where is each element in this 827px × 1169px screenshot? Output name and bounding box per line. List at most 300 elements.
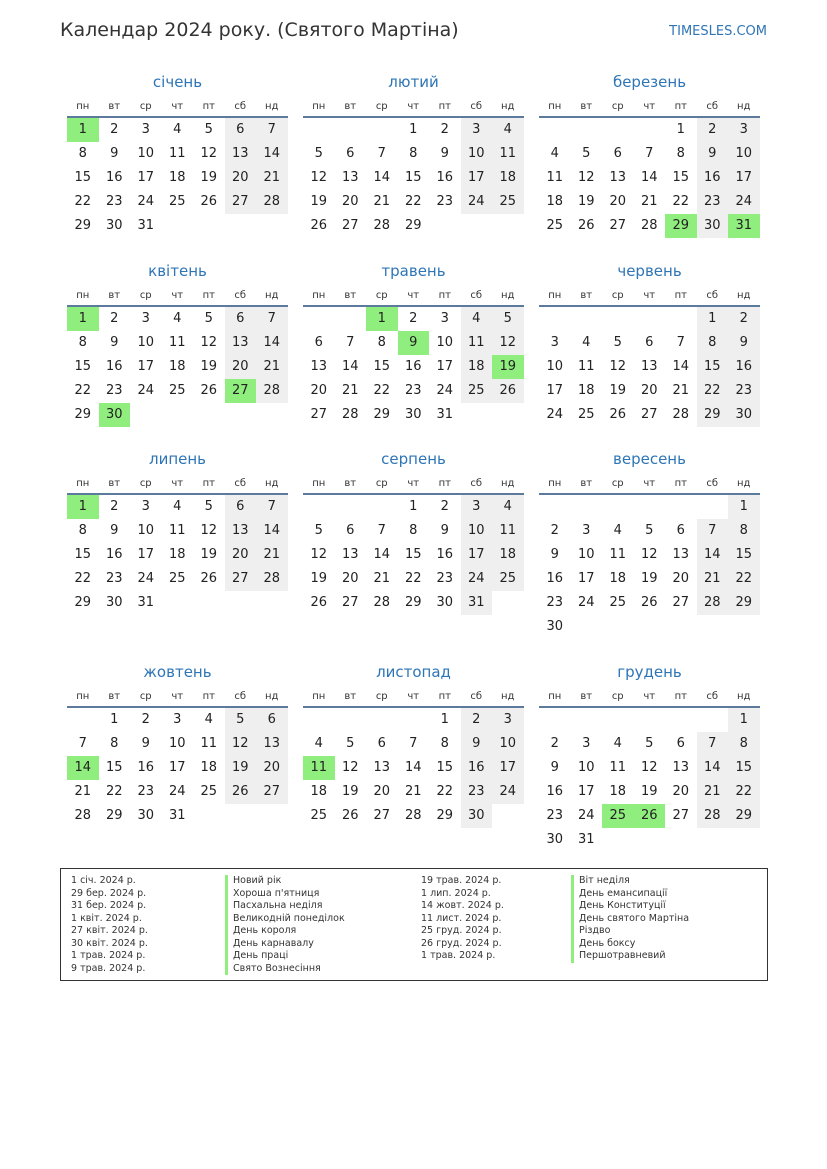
day-cell: 21	[640, 194, 658, 209]
day-cell: 29	[728, 804, 760, 828]
day-cell: 29	[105, 808, 123, 823]
day-cell: 21	[256, 166, 288, 190]
weekday-label: пн	[76, 100, 90, 112]
day-cell: 28	[640, 218, 658, 233]
weekday-label: пт	[202, 477, 215, 489]
day-cell: 30	[728, 403, 760, 427]
day-cell: 11	[492, 142, 524, 166]
day-cell: 6	[613, 146, 622, 161]
day-cell: 24	[461, 190, 493, 214]
holiday-day: 26	[634, 804, 666, 828]
day-cell: 20	[672, 784, 690, 799]
legend-entry: 27 квіт. 2024 р.	[71, 925, 148, 936]
weekday-header	[67, 473, 288, 493]
day-cell: 7	[377, 146, 386, 161]
day-cell: 8	[78, 146, 87, 161]
day-cell: 30	[436, 595, 454, 610]
day-cell: 16	[728, 355, 760, 379]
day-grid	[539, 708, 760, 852]
weekday-label: сб	[470, 477, 483, 489]
day-cell: 4	[173, 311, 182, 326]
legend-entry: 1 трав. 2024 р.	[71, 950, 146, 961]
day-cell: 13	[225, 519, 257, 543]
day-cell: 22	[436, 784, 454, 799]
day-cell: 12	[640, 760, 658, 775]
day-cell: 1	[110, 712, 119, 727]
day-cell: 15	[672, 170, 690, 185]
day-cell: 15	[74, 547, 92, 562]
day-cell: 11	[168, 146, 186, 161]
day-cell: 15	[74, 170, 92, 185]
day-cell: 12	[225, 732, 257, 756]
day-cell: 22	[404, 571, 422, 586]
holiday-day: 19	[492, 355, 524, 379]
holiday-day: 29	[665, 214, 697, 238]
day-cell: 2	[110, 499, 119, 514]
day-cell: 3	[141, 122, 150, 137]
day-cell: 13	[225, 331, 257, 355]
weekday-label: чт	[643, 289, 656, 301]
day-cell: 20	[225, 543, 257, 567]
weekday-header	[67, 686, 288, 706]
weekday-label: сб	[470, 100, 483, 112]
day-cell: 5	[492, 307, 524, 331]
day-cell: 21	[74, 784, 92, 799]
day-cell: 16	[546, 784, 564, 799]
legend-entry: Пасхальна неділя	[225, 900, 345, 913]
legend-entry: День праці	[225, 950, 345, 963]
day-cell: 14	[672, 359, 690, 374]
legend-entry: Великодній понеділок	[225, 913, 345, 926]
day-cell: 10	[461, 142, 493, 166]
legend-entry: 1 лип. 2024 р.	[421, 887, 491, 899]
day-cell: 6	[346, 523, 355, 538]
day-cell: 18	[546, 194, 564, 209]
day-cell: 13	[672, 760, 690, 775]
day-cell: 23	[105, 194, 123, 209]
holiday-day: 1	[67, 495, 99, 519]
day-cell: 14	[373, 170, 391, 185]
day-cell: 9	[110, 335, 119, 350]
legend-entry: 14 жовт. 2024 р.	[421, 900, 504, 911]
day-cell: 9	[110, 523, 119, 538]
legend-entry: 31 бер. 2024 р.	[71, 900, 147, 911]
day-cell: 5	[225, 708, 257, 732]
day-cell: 3	[582, 523, 591, 538]
day-cell: 17	[137, 547, 155, 562]
day-cell: 26	[200, 194, 218, 209]
day-cell: 2	[728, 307, 760, 331]
day-cell: 3	[492, 708, 524, 732]
day-cell: 12	[200, 335, 218, 350]
day-cell: 26	[492, 379, 524, 403]
month-6	[539, 261, 760, 427]
weekday-label: чт	[171, 100, 184, 112]
weekday-label: вт	[344, 477, 357, 489]
day-cell: 20	[373, 784, 391, 799]
weekday-label: чт	[407, 690, 420, 702]
day-cell: 3	[440, 311, 449, 326]
legend-left-dates	[71, 875, 148, 975]
day-cell: 8	[409, 146, 418, 161]
weekday-label: ср	[139, 690, 152, 702]
day-cell: 9	[697, 142, 729, 166]
weekday-label: сб	[706, 690, 719, 702]
month-name: травень	[381, 262, 446, 280]
day-cell: 30	[546, 832, 564, 847]
day-cell: 27	[256, 780, 288, 804]
day-cell: 19	[640, 571, 658, 586]
weekday-label: вт	[344, 289, 357, 301]
day-cell: 27	[640, 407, 658, 422]
day-cell: 28	[373, 218, 391, 233]
weekday-label: сб	[234, 477, 247, 489]
day-cell: 21	[672, 383, 690, 398]
weekday-label: вт	[108, 690, 121, 702]
legend-entry: День короля	[225, 925, 345, 938]
day-cell: 28	[341, 407, 359, 422]
day-cell: 21	[373, 571, 391, 586]
legend-entry: 11 лист. 2024 р.	[421, 912, 502, 924]
month-name: березень	[612, 73, 687, 91]
day-cell: 10	[492, 732, 524, 756]
weekday-label: сб	[234, 100, 247, 112]
day-cell: 4	[314, 736, 323, 751]
day-cell: 6	[676, 736, 685, 751]
day-cell: 10	[461, 519, 493, 543]
day-cell: 22	[697, 379, 729, 403]
day-cell: 16	[697, 166, 729, 190]
day-cell: 24	[577, 595, 595, 610]
day-cell: 31	[137, 218, 155, 233]
day-cell: 22	[373, 383, 391, 398]
day-cell: 21	[373, 194, 391, 209]
legend-entry: День емансипації	[571, 888, 689, 901]
day-cell: 2	[110, 311, 119, 326]
day-cell: 8	[377, 335, 386, 350]
day-cell: 8	[78, 523, 87, 538]
day-cell: 27	[341, 595, 359, 610]
month-10	[67, 662, 288, 828]
day-cell: 15	[728, 543, 760, 567]
day-cell: 31	[137, 595, 155, 610]
day-cell: 12	[310, 547, 328, 562]
day-cell: 9	[550, 547, 559, 562]
day-cell: 8	[728, 732, 760, 756]
day-cell: 2	[550, 523, 559, 538]
day-cell: 28	[697, 591, 729, 615]
weekday-label: нд	[501, 100, 515, 112]
day-cell: 25	[609, 595, 627, 610]
day-cell: 2	[409, 311, 418, 326]
day-cell: 6	[346, 146, 355, 161]
day-cell: 13	[225, 142, 257, 166]
day-cell: 28	[697, 804, 729, 828]
weekday-label: ср	[139, 289, 152, 301]
legend-entry: Віт неділя	[571, 875, 689, 888]
day-cell: 13	[373, 760, 391, 775]
day-cell: 8	[110, 736, 119, 751]
day-cell: 8	[697, 331, 729, 355]
day-cell: 9	[728, 331, 760, 355]
day-cell: 4	[613, 523, 622, 538]
day-cell: 27	[609, 218, 627, 233]
weekday-header	[303, 473, 524, 493]
weekday-label: сб	[234, 690, 247, 702]
weekday-label: вт	[344, 100, 357, 112]
day-grid	[303, 118, 524, 238]
day-cell: 13	[341, 170, 359, 185]
day-cell: 2	[461, 708, 493, 732]
day-cell: 4	[613, 736, 622, 751]
day-cell: 18	[461, 355, 493, 379]
day-cell: 19	[200, 359, 218, 374]
weekday-label: пт	[202, 100, 215, 112]
day-cell: 10	[168, 736, 186, 751]
day-cell: 23	[436, 194, 454, 209]
month-11	[303, 662, 524, 828]
weekday-label: ср	[375, 100, 388, 112]
day-cell: 26	[310, 218, 328, 233]
day-cell: 25	[546, 218, 564, 233]
weekday-label: ср	[375, 289, 388, 301]
day-cell: 6	[225, 307, 257, 331]
month-name: жовтень	[143, 663, 212, 681]
day-cell: 12	[577, 170, 595, 185]
day-cell: 12	[200, 146, 218, 161]
day-cell: 24	[492, 780, 524, 804]
month-name: липень	[148, 450, 207, 468]
day-cell: 24	[546, 407, 564, 422]
day-cell: 26	[640, 595, 658, 610]
day-cell: 6	[645, 335, 654, 350]
weekday-label: пн	[312, 477, 326, 489]
month-name: лютий	[388, 73, 439, 91]
day-cell: 17	[461, 166, 493, 190]
day-cell: 28	[672, 407, 690, 422]
month-8	[303, 449, 524, 615]
day-cell: 27	[225, 567, 257, 591]
day-cell: 3	[582, 736, 591, 751]
day-grid	[67, 118, 288, 238]
weekday-label: нд	[501, 289, 515, 301]
weekday-label: чт	[171, 690, 184, 702]
day-cell: 21	[256, 543, 288, 567]
day-cell: 20	[341, 194, 359, 209]
weekday-label: чт	[171, 477, 184, 489]
day-cell: 12	[200, 523, 218, 538]
day-cell: 23	[105, 383, 123, 398]
weekday-header	[539, 473, 760, 493]
day-cell: 14	[697, 543, 729, 567]
day-cell: 20	[341, 571, 359, 586]
day-cell: 26	[225, 780, 257, 804]
day-cell: 18	[168, 170, 186, 185]
day-cell: 19	[310, 571, 328, 586]
day-cell: 20	[225, 166, 257, 190]
day-cell: 7	[676, 335, 685, 350]
day-cell: 29	[728, 591, 760, 615]
day-cell: 7	[346, 335, 355, 350]
day-cell: 1	[409, 122, 418, 137]
day-cell: 1	[728, 495, 760, 519]
day-cell: 28	[373, 595, 391, 610]
legend-entry: Новий рік	[225, 875, 345, 888]
day-cell: 5	[204, 311, 213, 326]
day-cell: 10	[436, 335, 454, 350]
day-cell: 18	[310, 784, 328, 799]
month-1	[67, 72, 288, 238]
day-cell: 7	[256, 307, 288, 331]
day-cell: 19	[225, 756, 257, 780]
day-cell: 5	[613, 335, 622, 350]
day-cell: 3	[461, 495, 493, 519]
day-cell: 18	[492, 166, 524, 190]
month-name: січень	[152, 73, 203, 91]
weekday-header	[303, 96, 524, 116]
weekday-header	[67, 96, 288, 116]
holiday-day: 9	[398, 331, 430, 355]
day-cell: 29	[74, 407, 92, 422]
day-cell: 24	[728, 190, 760, 214]
day-cell: 17	[577, 571, 595, 586]
weekday-label: пн	[312, 690, 326, 702]
weekday-label: нд	[265, 690, 279, 702]
day-cell: 25	[310, 808, 328, 823]
day-cell: 9	[440, 523, 449, 538]
weekday-label: вт	[580, 477, 593, 489]
day-cell: 19	[640, 784, 658, 799]
day-cell: 22	[74, 571, 92, 586]
day-cell: 15	[74, 359, 92, 374]
day-cell: 14	[341, 359, 359, 374]
day-cell: 6	[225, 118, 257, 142]
day-cell: 8	[676, 146, 685, 161]
day-cell: 17	[461, 543, 493, 567]
day-cell: 26	[577, 218, 595, 233]
weekday-label: пт	[202, 690, 215, 702]
day-cell: 22	[728, 780, 760, 804]
weekday-header	[303, 686, 524, 706]
weekday-label: нд	[737, 477, 751, 489]
day-cell: 5	[314, 523, 323, 538]
weekday-label: нд	[265, 289, 279, 301]
day-grid	[303, 708, 524, 828]
day-cell: 15	[404, 547, 422, 562]
day-cell: 25	[168, 383, 186, 398]
month-5	[303, 261, 524, 427]
day-cell: 24	[461, 567, 493, 591]
holiday-day: 1	[67, 307, 99, 331]
day-cell: 25	[492, 190, 524, 214]
weekday-label: чт	[171, 289, 184, 301]
day-cell: 11	[577, 359, 595, 374]
legend-entry: 19 трав. 2024 р.	[421, 875, 502, 886]
weekday-label: пн	[76, 477, 90, 489]
holiday-day: 25	[602, 804, 634, 828]
page-title: Календар 2024 року. (Святого Мартіна)	[60, 19, 459, 41]
weekday-label: вт	[108, 100, 121, 112]
day-cell: 23	[404, 383, 422, 398]
legend-entry: 26 груд. 2024 р.	[421, 937, 502, 949]
day-cell: 1	[409, 499, 418, 514]
day-cell: 22	[404, 194, 422, 209]
day-grid	[539, 118, 760, 238]
weekday-label: пт	[674, 289, 687, 301]
day-cell: 3	[173, 712, 182, 727]
day-cell: 24	[577, 808, 595, 823]
day-cell: 5	[204, 122, 213, 137]
day-cell: 17	[168, 760, 186, 775]
weekday-label: пн	[312, 289, 326, 301]
month-9	[539, 449, 760, 639]
day-cell: 23	[436, 571, 454, 586]
day-cell: 16	[436, 170, 454, 185]
day-grid	[67, 495, 288, 615]
day-cell: 16	[436, 547, 454, 562]
day-cell: 5	[314, 146, 323, 161]
day-cell: 9	[141, 736, 150, 751]
day-cell: 5	[346, 736, 355, 751]
day-cell: 3	[141, 311, 150, 326]
weekday-label: вт	[580, 289, 593, 301]
day-cell: 9	[461, 732, 493, 756]
day-cell: 24	[137, 571, 155, 586]
weekday-label: ср	[139, 477, 152, 489]
day-cell: 20	[256, 756, 288, 780]
month-2	[303, 72, 524, 238]
day-cell: 17	[728, 166, 760, 190]
day-cell: 6	[377, 736, 386, 751]
day-cell: 4	[550, 146, 559, 161]
weekday-label: пн	[312, 100, 326, 112]
weekday-label: сб	[706, 289, 719, 301]
day-cell: 27	[310, 407, 328, 422]
day-cell: 17	[546, 383, 564, 398]
weekday-label: сб	[706, 100, 719, 112]
weekday-label: нд	[501, 477, 515, 489]
brand-link[interactable]: TIMESLES.COM	[669, 24, 767, 39]
day-cell: 29	[74, 595, 92, 610]
weekday-label: ср	[611, 690, 624, 702]
day-cell: 10	[728, 142, 760, 166]
day-cell: 19	[609, 383, 627, 398]
day-grid	[539, 495, 760, 639]
day-cell: 25	[200, 784, 218, 799]
day-cell: 27	[672, 595, 690, 610]
month-name: серпень	[381, 450, 446, 468]
weekday-label: пт	[438, 289, 451, 301]
weekday-label: пт	[674, 100, 687, 112]
day-cell: 2	[440, 499, 449, 514]
weekday-label: ср	[375, 690, 388, 702]
day-cell: 4	[173, 499, 182, 514]
day-cell: 7	[645, 146, 654, 161]
day-cell: 26	[609, 407, 627, 422]
day-cell: 8	[78, 335, 87, 350]
holiday-day: 14	[67, 756, 99, 780]
day-cell: 16	[546, 571, 564, 586]
day-cell: 7	[78, 736, 87, 751]
day-cell: 17	[137, 359, 155, 374]
weekday-header	[539, 96, 760, 116]
month-name: вересень	[613, 450, 686, 468]
weekday-label: вт	[580, 100, 593, 112]
day-cell: 25	[168, 571, 186, 586]
day-cell: 30	[137, 808, 155, 823]
day-cell: 31	[436, 407, 454, 422]
day-cell: 27	[341, 218, 359, 233]
